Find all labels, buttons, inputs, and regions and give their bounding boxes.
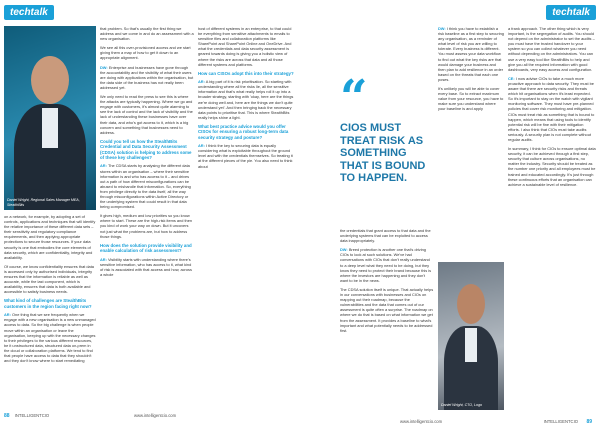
speaker-initials: DW: xyxy=(438,26,446,31)
techtalk-logo: techtalk xyxy=(546,5,596,20)
speaker-initials: CE: xyxy=(508,75,515,81)
photo-shirt xyxy=(465,328,477,362)
speaker-initials: AR: xyxy=(198,79,205,85)
answer-text: The CDSA starts by analysing the different data stores within an organisation – where their sensitive information is and who has access to it – and drives out a path of how different misconfigurations can be abused to mishandle that information. So, everything from privilege directly to the data itself, all the way through misconfigurations within Active Directory or the underlying system that could result in that data being compromised. xyxy=(100,163,191,210)
photo-caption: Daniel Wright, CTO, Logo xyxy=(441,402,483,407)
answer-text: I now advise CIOs to take a much more proactive approach to data security. They must be aware that there are security risks and threats which hit organisations when it's least expected. So it's important to stay on the watch with vigilant monitoring software. They must have pre-planned policies that cover risk monitoring and mitigation. CIOs must treat risk as something that is bound to happen, which means that using tools to identify potential risk will be fine with their mitigation efforts. I also think that CIOs must take audits seriously. A security plan is not complete without regular audits. xyxy=(508,75,595,142)
paragraph xyxy=(198,79,294,120)
interviewee-photo xyxy=(4,26,96,210)
question-heading: What kind of challenges are StealthBits customers in the region facing right now? xyxy=(4,298,92,309)
answer-text: I think you have to establish a risk baseline as a first step to securing any organisation, as a reminder of what level of risk you are willing to tolerate. Every business is different. You must assess your data workflow to find out what the key risks are that would damage your business and then plan to add resilience in an order based on the threats that each one poses. xyxy=(438,26,504,82)
paragraph xyxy=(340,247,434,283)
photo-head xyxy=(31,56,69,104)
paragraph: a frank approach. The other thing which is very important, is the segregation of audits. You should not depend on the administrator to set the audits – you must have the trusted handover to your system so you can collect whatever you need without depending on the administrators. You can use a very easy tool like StealthBits to help and give you all the required information with good dashboards, very easy access and configuration. xyxy=(508,26,595,72)
pull-quote xyxy=(340,70,430,185)
paragraph xyxy=(100,65,194,90)
magazine-name: INTELLIGENTCIO xyxy=(14,413,50,418)
paragraph xyxy=(100,257,194,277)
right-column-2 xyxy=(438,26,504,116)
website-url: www.intelligentcio.com xyxy=(400,419,443,424)
paragraph xyxy=(198,143,294,168)
speaker-initials: AR: xyxy=(100,256,107,262)
website-url: www.intelligentcio.com xyxy=(134,413,177,418)
paragraph xyxy=(100,163,194,209)
left-column-2 xyxy=(100,26,194,281)
answer-text: Breed protection is another one that's driving CIOs to look at such solutions. We've had conversations with CIOs that don't really understand to a deep level what they need to be doing, but they know they need to protect their brand because this is where the investors are happening and they don't want to be in the news. xyxy=(340,247,432,283)
speaker-initials: AR: xyxy=(198,143,205,149)
right-column-1 xyxy=(340,228,434,337)
paragraph: We only need to read the press to see this is where the attacks are typically happening. Where we go and engage with customers, it's almost quite alarming to see the lack of control and the lack of visibility and the lack of understanding these businesses have over their data, and who's got access to it, which is a big concern and something that businesses need to address. xyxy=(100,94,193,135)
answer-text: One thing that we see frequently when we engage with a new organisation is a new unmanaged access to data. So the big challenge is when people move within an organisation or leave the organisation, keeping up with the necessary changes to their privileges to the various different resources, be it unstructured data, structured data on-prem in the cloud or collaboration platforms. We tend to find that people have access to data that they shouldn't and they don't know where to start remediating xyxy=(4,312,96,364)
paragraph: Of course, we know confidentiality ensures that data is accessed only by authorised individuals, integrity ensures that the information is reliable as well as accurate, while the last component, which is availability, ensures that data is both available and accessible to satisfy business needs. xyxy=(4,263,94,295)
speaker-initials: AR: xyxy=(100,163,107,169)
question-heading: How can CISOs adopt this into their strategy? xyxy=(198,70,294,76)
left-footer xyxy=(4,413,296,419)
speaker-initials: DW: xyxy=(100,64,108,70)
second-interviewee-photo xyxy=(438,262,504,410)
pull-quote-text: CIOS MUST TREAT RISK AS SOMETHING THAT IS BOUND TO HAPPEN. xyxy=(340,122,426,185)
techtalk-logo: techtalk xyxy=(4,5,54,20)
speaker-initials: AR: xyxy=(4,312,11,318)
quote-marks-icon: “ xyxy=(340,70,368,126)
question-heading: What best practice advice would you offer CISOs for ensuring a robust long-term data security strategy and posture? xyxy=(198,123,289,140)
answer-text: Visibility starts with understanding where there's sensitive information, who has access to it, what kind of risk is associated with that access and how, across a whole xyxy=(100,256,192,277)
paragraph: In summary, I think for CIOs to ensure optimal data security, it can be achieved through a first step, security that culture across organisations, no matter the industry. Security should be treated as the number one priority and all employees must be trained and educated accordingly. It's just through these continuous efforts that an organisation can achieve a sustainable level of resilience. xyxy=(508,146,596,187)
photo-caption: Daniel Wright, Regional Sales Manager MEA, StealthBits xyxy=(7,198,80,207)
paragraph: host of different systems in an enterprise, to that could be everything from sensitive attachments to emails to sensitive files and collaboration platforms like SharePoint and SharePoint Online and OneDrive. And what the credentials and data security assessment is geared towards doing is giving you a holistic view of where the risks are across that data and all those different systems and platforms. xyxy=(198,26,292,67)
paragraph xyxy=(438,26,504,82)
answer-text: Enterprise and businesses have gone through the accountability and the visibility of what their users are doing with applications within the organisation, but the data side of the business has not really been addressed yet. xyxy=(100,64,194,90)
paragraph: the credentials that grant access to that data and the underlying systems that can be exploited to access data inappropriately. xyxy=(340,228,431,244)
paragraph: We see all this over-provisioned access and we start giving them a map of how to get it down to an appropriate alignment. xyxy=(100,45,191,61)
speaker-initials: DW: xyxy=(340,247,348,253)
question-heading: How does the solution provide visibility and enable calculation of risk assessment? xyxy=(100,242,192,254)
photo-head xyxy=(457,284,485,324)
paragraph: It's unlikely you will be able to cover every base. So to extract maximum value from your resource, you have to make sure you understand where your baseline is and apply xyxy=(438,86,504,112)
answer-text: I think the key to securing data is equally considering what is exploitable throughout the ground level and with the credentials themselves. So treating it at the different pieces of the pie. You also need to think about xyxy=(198,143,293,169)
paragraph xyxy=(508,76,596,142)
photo-shirt xyxy=(42,108,58,148)
paragraph xyxy=(4,312,96,363)
paragraph: that problem. So that's usually the first thing we address and we come in and do an assessment with a new organisation. xyxy=(100,26,194,42)
answer-text: A big part of it is risk prioritisation. So starting with understanding where all the risks lie, all the sensitive information and that's what really helps roll it up into a broader strategy, starting with 'okay, here are the things we're doing well and, here are the things we don't quite understand yet'. And then bringing back the necessary data points to prioritise that. This is where StealthBits really helps shine a light. xyxy=(198,79,294,120)
right-column-3 xyxy=(508,26,596,191)
paragraph: It gives high, medium and low priorities so you know where to start. These are the high-risk items and then you kind of work your way on down. But it uncovers not just what the problems are, but how to address those things. xyxy=(100,213,193,239)
page-number: 88 xyxy=(4,413,10,419)
question-heading: Could you tell us how the StealthBits Credential and Data Security Assessment (CDSA) solution is helping to address some of these key challenges? xyxy=(100,138,192,160)
right-page xyxy=(300,0,600,424)
left-column-3 xyxy=(198,26,294,173)
left-column-1 xyxy=(4,214,96,367)
paragraph: The CDSA solution itself is unique. That actually helps in our conversations with businesses and CIOs on mapping out their roadmap, because the vulnerabilities and the data that comes out of our assessment is quite often a surprise. The roadmap on where we do that is based on what information we get from the assessment. It provides a baseline to what's important and what potentially needs to be addressed first. xyxy=(340,286,434,333)
paragraph: on a network, for example, by adopting a set of controls, applications and techniques that will identify the relative importance of these different data sets – their sensitivity and regulatory compliance requirements, and then applying appropriate protections to secure those resources. If your data security is one that embodies the core elements of data security, which are confidentiality, integrity and availability. xyxy=(4,214,96,260)
page-number: 89 xyxy=(586,419,592,425)
magazine-name: INTELLIGENTCIO xyxy=(543,419,578,424)
